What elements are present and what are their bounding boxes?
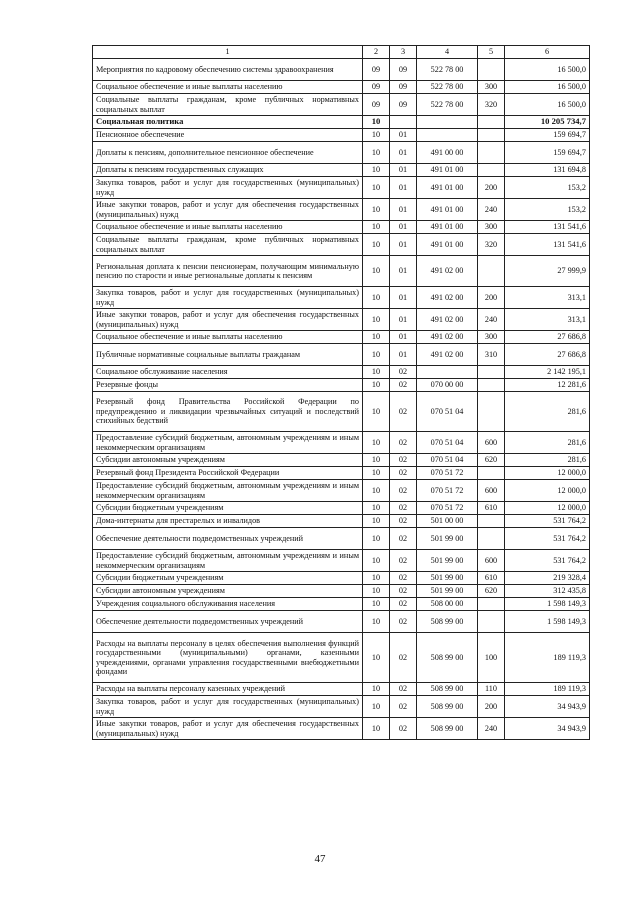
target-article-code-cell: 491 02 00 <box>417 309 478 331</box>
subsection-code-cell: 01 <box>390 164 417 177</box>
amount-cell: 159 694,7 <box>505 142 590 164</box>
row-name-cell: Закупка товаров, работ и услуг для государственных (муниципальных) нужд <box>93 177 363 199</box>
table-row <box>93 696 590 718</box>
target-article-code-cell: 491 01 00 <box>417 221 478 234</box>
amount-cell: 219 328,4 <box>505 572 590 585</box>
amount-cell: 189 119,3 <box>505 633 590 683</box>
row-name-cell: Резервный фонд Президента Российской Федерации <box>93 467 363 480</box>
table-row <box>93 287 590 309</box>
expense-type-code-cell <box>478 366 505 379</box>
amount-cell: 281,6 <box>505 454 590 467</box>
row-name-cell: Социальные выплаты гражданам, кроме публичных нормативных социальных выплат <box>93 234 363 256</box>
expense-type-code-cell <box>478 142 505 164</box>
section-code-cell: 10 <box>363 287 390 309</box>
table-row <box>93 528 590 550</box>
target-article-code-cell: 501 99 00 <box>417 585 478 598</box>
section-code-cell: 10 <box>363 515 390 528</box>
row-name-cell: Закупка товаров, работ и услуг для государственных (муниципальных) нужд <box>93 287 363 309</box>
subsection-code-cell: 02 <box>390 611 417 633</box>
section-code-cell: 10 <box>363 502 390 515</box>
subsection-code-cell: 01 <box>390 309 417 331</box>
subsection-code-cell: 01 <box>390 199 417 221</box>
table-row <box>93 598 590 611</box>
amount-cell: 12 000,0 <box>505 480 590 502</box>
row-name-cell: Дома-интернаты для престарелых и инвалидов <box>93 515 363 528</box>
row-name-cell: Расходы на выплаты персоналу казенных учреждений <box>93 683 363 696</box>
subsection-code-cell: 01 <box>390 344 417 366</box>
expense-type-code-cell <box>478 256 505 287</box>
subsection-code-cell: 01 <box>390 129 417 142</box>
section-code-cell: 10 <box>363 467 390 480</box>
expense-type-code-cell: 320 <box>478 94 505 116</box>
table-row <box>93 199 590 221</box>
section-code-cell: 10 <box>363 116 390 129</box>
row-name-cell: Субсидии бюджетным учреждениям <box>93 572 363 585</box>
target-article-code-cell: 501 00 00 <box>417 515 478 528</box>
expense-type-code-cell: 100 <box>478 633 505 683</box>
subsection-code-cell: 02 <box>390 502 417 515</box>
row-name-cell: Социальное обслуживание населения <box>93 366 363 379</box>
subsection-code-cell: 02 <box>390 515 417 528</box>
expense-type-code-cell: 610 <box>478 572 505 585</box>
expense-type-code-cell: 200 <box>478 696 505 718</box>
amount-cell: 12 281,6 <box>505 379 590 392</box>
page-number: 47 <box>314 853 326 865</box>
subsection-code-cell: 02 <box>390 585 417 598</box>
target-article-code-cell: 070 51 04 <box>417 454 478 467</box>
amount-cell: 1 598 149,3 <box>505 611 590 633</box>
section-code-cell: 10 <box>363 234 390 256</box>
expense-type-code-cell: 110 <box>478 683 505 696</box>
table-row <box>93 256 590 287</box>
expense-type-code-cell <box>478 515 505 528</box>
amount-cell: 159 694,7 <box>505 129 590 142</box>
table-row <box>93 234 590 256</box>
table-row <box>93 379 590 392</box>
amount-cell: 281,6 <box>505 392 590 432</box>
amount-cell: 27 686,8 <box>505 331 590 344</box>
row-name-cell: Субсидии бюджетным учреждениям <box>93 502 363 515</box>
amount-cell: 16 500,0 <box>505 81 590 94</box>
subsection-code-cell: 01 <box>390 331 417 344</box>
target-article-code-cell <box>417 129 478 142</box>
subsection-code-cell: 02 <box>390 432 417 454</box>
subsection-code-cell: 02 <box>390 528 417 550</box>
amount-cell: 12 000,0 <box>505 502 590 515</box>
section-code-cell: 09 <box>363 81 390 94</box>
section-code-cell: 10 <box>363 572 390 585</box>
amount-cell: 16 500,0 <box>505 94 590 116</box>
table-row <box>93 502 590 515</box>
table-row <box>93 432 590 454</box>
expense-type-code-cell: 600 <box>478 480 505 502</box>
row-name-cell: Социальная политика <box>93 116 363 129</box>
amount-cell: 131 541,6 <box>505 221 590 234</box>
target-article-code-cell: 508 99 00 <box>417 683 478 696</box>
section-code-cell: 10 <box>363 142 390 164</box>
target-article-code-cell: 508 99 00 <box>417 718 478 740</box>
row-name-cell: Пенсионное обеспечение <box>93 129 363 142</box>
target-article-code-cell: 491 00 00 <box>417 142 478 164</box>
expense-type-code-cell <box>478 528 505 550</box>
section-code-cell: 10 <box>363 611 390 633</box>
section-code-cell: 10 <box>363 718 390 740</box>
section-code-cell: 10 <box>363 221 390 234</box>
amount-cell: 312 435,8 <box>505 585 590 598</box>
expense-type-code-cell: 620 <box>478 585 505 598</box>
expense-type-code-cell: 610 <box>478 502 505 515</box>
amount-cell: 531 764,2 <box>505 550 590 572</box>
table-row <box>93 392 590 432</box>
subsection-code-cell: 01 <box>390 177 417 199</box>
row-name-cell: Доплаты к пенсиям, дополнительное пенсионное обеспечение <box>93 142 363 164</box>
table-row <box>93 683 590 696</box>
section-code-cell: 10 <box>363 696 390 718</box>
amount-cell: 189 119,3 <box>505 683 590 696</box>
table-row <box>93 221 590 234</box>
expense-type-code-cell: 620 <box>478 454 505 467</box>
row-name-cell: Предоставление субсидий бюджетным, автономным учреждениям и иным некоммерческим организациям <box>93 480 363 502</box>
table-row <box>93 129 590 142</box>
amount-cell: 153,2 <box>505 177 590 199</box>
row-name-cell: Иные закупки товаров, работ и услуг для обеспечения государственных (муниципальных) нужд <box>93 199 363 221</box>
amount-cell: 27 686,8 <box>505 344 590 366</box>
header-cell: 5 <box>478 46 505 59</box>
target-article-code-cell <box>417 116 478 129</box>
row-name-cell: Учреждения социального обслуживания населения <box>93 598 363 611</box>
subsection-code-cell: 01 <box>390 234 417 256</box>
expense-type-code-cell: 600 <box>478 432 505 454</box>
table-row <box>93 480 590 502</box>
header-cell: 4 <box>417 46 478 59</box>
subsection-code-cell: 02 <box>390 572 417 585</box>
section-code-cell: 10 <box>363 256 390 287</box>
target-article-code-cell: 491 01 00 <box>417 164 478 177</box>
section-code-cell: 10 <box>363 550 390 572</box>
subsection-code-cell: 09 <box>390 81 417 94</box>
target-article-code-cell: 508 99 00 <box>417 696 478 718</box>
target-article-code-cell <box>417 366 478 379</box>
expense-type-code-cell: 300 <box>478 331 505 344</box>
section-code-cell: 10 <box>363 366 390 379</box>
amount-cell: 12 000,0 <box>505 467 590 480</box>
target-article-code-cell: 491 02 00 <box>417 256 478 287</box>
row-name-cell: Региональная доплата к пенсии пенсионерам, получающим минимальную пенсию по старости и иные региональные доплаты к пенсиям <box>93 256 363 287</box>
table-row <box>93 366 590 379</box>
header-cell: 3 <box>390 46 417 59</box>
target-article-code-cell: 522 78 00 <box>417 59 478 81</box>
target-article-code-cell: 491 02 00 <box>417 331 478 344</box>
expense-type-code-cell <box>478 59 505 81</box>
section-code-cell: 10 <box>363 199 390 221</box>
table-row <box>93 585 590 598</box>
subsection-code-cell: 02 <box>390 550 417 572</box>
expense-type-code-cell: 240 <box>478 199 505 221</box>
target-article-code-cell: 508 99 00 <box>417 611 478 633</box>
subsection-code-cell: 02 <box>390 683 417 696</box>
row-name-cell: Субсидии автономным учреждениям <box>93 454 363 467</box>
row-name-cell: Публичные нормативные социальные выплаты гражданам <box>93 344 363 366</box>
section-code-cell: 10 <box>363 331 390 344</box>
row-name-cell: Социальное обеспечение и иные выплаты населению <box>93 81 363 94</box>
subsection-code-cell: 02 <box>390 480 417 502</box>
target-article-code-cell: 491 01 00 <box>417 199 478 221</box>
table-row <box>93 572 590 585</box>
target-article-code-cell: 501 99 00 <box>417 550 478 572</box>
subsection-code-cell: 02 <box>390 633 417 683</box>
amount-cell: 34 943,9 <box>505 696 590 718</box>
table-row <box>93 550 590 572</box>
table-row <box>93 116 590 129</box>
expense-type-code-cell <box>478 129 505 142</box>
expense-type-code-cell <box>478 392 505 432</box>
row-name-cell: Расходы на выплаты персоналу в целях обеспечения выполнения функций государственными (муниципальными) органами, казенными учреждениями, органами управления государственными внебюджетными фондами <box>93 633 363 683</box>
subsection-code-cell: 09 <box>390 59 417 81</box>
expense-type-code-cell <box>478 379 505 392</box>
amount-cell: 531 764,2 <box>505 528 590 550</box>
amount-cell: 1 598 149,3 <box>505 598 590 611</box>
row-name-cell: Доплаты к пенсиям государственных служащих <box>93 164 363 177</box>
table-row <box>93 467 590 480</box>
subsection-code-cell: 02 <box>390 598 417 611</box>
section-code-cell: 10 <box>363 392 390 432</box>
subsection-code-cell <box>390 116 417 129</box>
subsection-code-cell: 09 <box>390 94 417 116</box>
amount-cell: 153,2 <box>505 199 590 221</box>
target-article-code-cell: 070 51 72 <box>417 467 478 480</box>
section-code-cell: 10 <box>363 480 390 502</box>
section-code-cell: 10 <box>363 164 390 177</box>
section-code-cell: 10 <box>363 633 390 683</box>
expense-type-code-cell: 600 <box>478 550 505 572</box>
target-article-code-cell: 491 02 00 <box>417 287 478 309</box>
section-code-cell: 10 <box>363 309 390 331</box>
row-name-cell: Предоставление субсидий бюджетным, автономным учреждениям и иным некоммерческим организациям <box>93 550 363 572</box>
table-row <box>93 611 590 633</box>
expense-type-code-cell: 320 <box>478 234 505 256</box>
section-code-cell: 09 <box>363 94 390 116</box>
row-name-cell: Резервные фонды <box>93 379 363 392</box>
table-row <box>93 718 590 740</box>
subsection-code-cell: 01 <box>390 256 417 287</box>
subsection-code-cell: 02 <box>390 696 417 718</box>
table-row <box>93 81 590 94</box>
target-article-code-cell: 491 02 00 <box>417 344 478 366</box>
amount-cell: 531 764,2 <box>505 515 590 528</box>
subsection-code-cell: 02 <box>390 467 417 480</box>
row-name-cell: Обеспечение деятельности подведомственных учреждений <box>93 611 363 633</box>
target-article-code-cell: 508 99 00 <box>417 633 478 683</box>
subsection-code-cell: 02 <box>390 454 417 467</box>
row-name-cell: Социальное обеспечение и иные выплаты населению <box>93 331 363 344</box>
amount-cell: 313,1 <box>505 287 590 309</box>
expense-type-code-cell <box>478 116 505 129</box>
header-cell: 2 <box>363 46 390 59</box>
section-code-cell: 10 <box>363 344 390 366</box>
subsection-code-cell: 01 <box>390 142 417 164</box>
expense-type-code-cell: 310 <box>478 344 505 366</box>
amount-cell: 10 205 734,7 <box>505 116 590 129</box>
section-code-cell: 10 <box>363 129 390 142</box>
section-code-cell: 10 <box>363 177 390 199</box>
section-code-cell: 10 <box>363 598 390 611</box>
row-name-cell: Обеспечение деятельности подведомственных учреждений <box>93 528 363 550</box>
table-row <box>93 309 590 331</box>
row-name-cell: Закупка товаров, работ и услуг для государственных (муниципальных) нужд <box>93 696 363 718</box>
expense-type-code-cell <box>478 467 505 480</box>
expense-type-code-cell: 200 <box>478 177 505 199</box>
target-article-code-cell: 501 99 00 <box>417 528 478 550</box>
subsection-code-cell: 02 <box>390 379 417 392</box>
target-article-code-cell: 070 51 04 <box>417 432 478 454</box>
table-row <box>93 633 590 683</box>
expense-type-code-cell: 240 <box>478 309 505 331</box>
target-article-code-cell: 491 01 00 <box>417 234 478 256</box>
row-name-cell: Социальные выплаты гражданам, кроме публичных нормативных социальных выплат <box>93 94 363 116</box>
row-name-cell: Иные закупки товаров, работ и услуг для обеспечения государственных (муниципальных) нужд <box>93 309 363 331</box>
row-name-cell: Социальное обеспечение и иные выплаты населению <box>93 221 363 234</box>
section-code-cell: 10 <box>363 379 390 392</box>
section-code-cell: 10 <box>363 528 390 550</box>
target-article-code-cell: 491 01 00 <box>417 177 478 199</box>
subsection-code-cell: 02 <box>390 366 417 379</box>
table-row <box>93 177 590 199</box>
section-code-cell: 09 <box>363 59 390 81</box>
expense-type-code-cell: 200 <box>478 287 505 309</box>
amount-cell: 131 541,6 <box>505 234 590 256</box>
row-name-cell: Мероприятия по кадровому обеспечению системы здравоохранения <box>93 59 363 81</box>
row-name-cell: Иные закупки товаров, работ и услуг для обеспечения государственных (муниципальных) нужд <box>93 718 363 740</box>
amount-cell: 2 142 195,1 <box>505 366 590 379</box>
amount-cell: 281,6 <box>505 432 590 454</box>
expense-type-code-cell: 300 <box>478 221 505 234</box>
section-code-cell: 10 <box>363 432 390 454</box>
expense-type-code-cell <box>478 611 505 633</box>
target-article-code-cell: 070 00 00 <box>417 379 478 392</box>
target-article-code-cell: 522 78 00 <box>417 94 478 116</box>
subsection-code-cell: 02 <box>390 392 417 432</box>
row-name-cell: Резервный фонд Правительства Российской Федерации по предупреждению и ликвидации чрезвычайных ситуаций и последствий стихийных бедствий <box>93 392 363 432</box>
table-row <box>93 59 590 81</box>
target-article-code-cell: 070 51 04 <box>417 392 478 432</box>
amount-cell: 131 694,8 <box>505 164 590 177</box>
subsection-code-cell: 01 <box>390 221 417 234</box>
target-article-code-cell: 070 51 72 <box>417 502 478 515</box>
table-row <box>93 344 590 366</box>
expense-type-code-cell: 300 <box>478 81 505 94</box>
section-code-cell: 10 <box>363 585 390 598</box>
expense-type-code-cell <box>478 164 505 177</box>
table-row <box>93 164 590 177</box>
row-name-cell: Субсидии автономным учреждениям <box>93 585 363 598</box>
table-row <box>93 515 590 528</box>
row-name-cell: Предоставление субсидий бюджетным, автономным учреждениям и иным некоммерческим организациям <box>93 432 363 454</box>
section-code-cell: 10 <box>363 683 390 696</box>
expense-type-code-cell <box>478 598 505 611</box>
target-article-code-cell: 501 99 00 <box>417 572 478 585</box>
target-article-code-cell: 522 78 00 <box>417 81 478 94</box>
amount-cell: 16 500,0 <box>505 59 590 81</box>
table-row <box>93 142 590 164</box>
header-cell: 1 <box>93 46 363 59</box>
target-article-code-cell: 508 00 00 <box>417 598 478 611</box>
table-header-row <box>93 46 590 59</box>
table-row <box>93 454 590 467</box>
table-row <box>93 94 590 116</box>
amount-cell: 27 999,9 <box>505 256 590 287</box>
subsection-code-cell: 02 <box>390 718 417 740</box>
section-code-cell: 10 <box>363 454 390 467</box>
expense-type-code-cell: 240 <box>478 718 505 740</box>
budget-table <box>92 45 590 740</box>
header-cell: 6 <box>505 46 590 59</box>
target-article-code-cell: 070 51 72 <box>417 480 478 502</box>
table-row <box>93 331 590 344</box>
amount-cell: 313,1 <box>505 309 590 331</box>
amount-cell: 34 943,9 <box>505 718 590 740</box>
subsection-code-cell: 01 <box>390 287 417 309</box>
